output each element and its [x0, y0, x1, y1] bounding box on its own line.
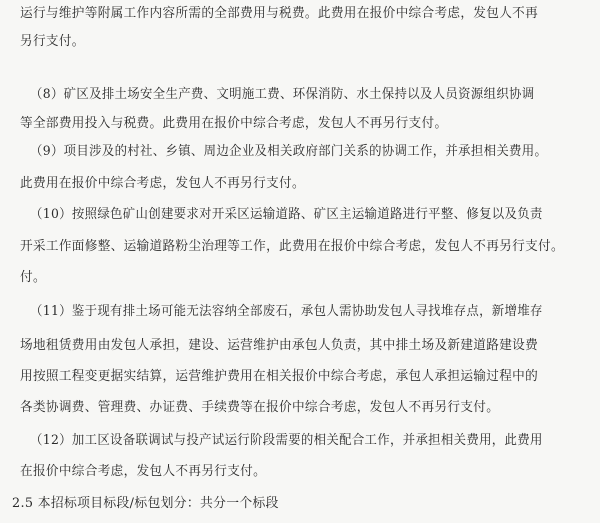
- text-line: 另行支付。: [20, 34, 85, 49]
- text-line: 在报价中综合考虑，发包人不再另行支付。: [20, 464, 267, 479]
- item-10-line: （10）按照绿色矿山创建要求对开采区运输道路、矿区主运输道路进行平整、修复以及负责: [30, 207, 543, 222]
- text-line: 用按照工程变更据实结算，运营维护费用在相关报价中综合考虑，承包人承担运输过程中的: [20, 369, 539, 384]
- item-9-line: （9）项目涉及的村社、乡镇、周边企业及相关政府部门关系的协调工作，并承担相关费用。: [30, 144, 548, 159]
- text-line: 此费用在报价中综合考虑，发包人不再另行支付。: [20, 176, 305, 191]
- section-heading: 2.5 本招标项目标段/标包划分：共分一个标段: [12, 496, 279, 511]
- text-line: 付。: [20, 270, 46, 285]
- item-8-line: （8）矿区及排土场安全生产费、文明施工费、环保消防、水土保持以及人员资源组织协调: [30, 87, 535, 102]
- text-line: 开采工作面修整、运输道路粉尘治理等工作，此费用在报价中综合考虑，发包人不再另行支付。: [20, 239, 564, 254]
- text-line: 各类协调费、管理费、办证费、手续费等在报价中综合考虑，发包人不再另行支付。: [20, 400, 500, 415]
- text-line: 运行与维护等附属工作内容所需的全部费用与税费。此费用在报价中综合考虑，发包人不再: [20, 6, 539, 21]
- item-12-line: （12）加工区设备联调试与投产试运行阶段需要的相关配合工作，并承担相关费用，此费用: [30, 433, 543, 448]
- text-line: 场地租赁费用由发包人承担，建设、运营维护由承包人负责，其中排土场及新建道路建设费: [20, 338, 539, 353]
- text-line: 等全部费用投入与税费。此费用在报价中综合考虑，发包人不再另行支付。: [20, 116, 448, 131]
- item-11-line: （11）鉴于现有排土场可能无法容纳全部废石，承包人需协助发包人寻找堆存点，新增堆存: [30, 304, 543, 319]
